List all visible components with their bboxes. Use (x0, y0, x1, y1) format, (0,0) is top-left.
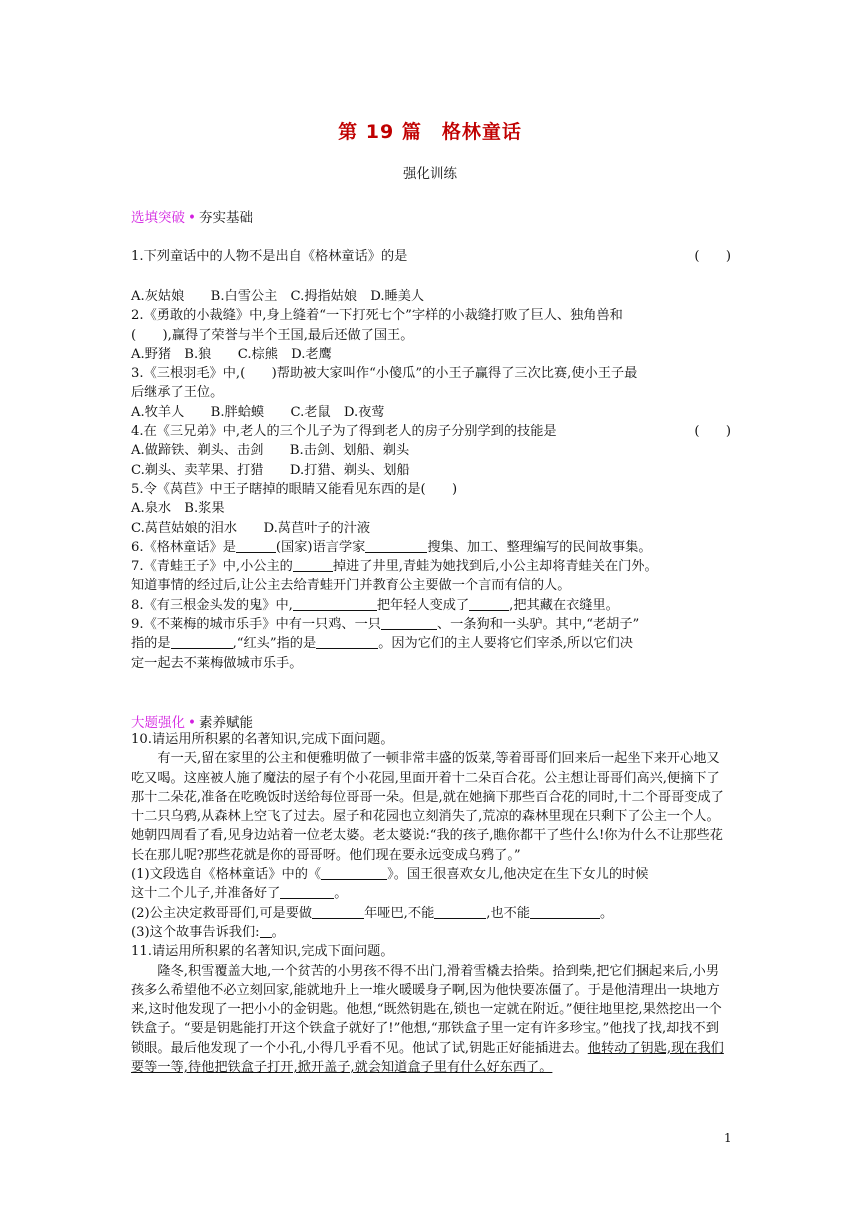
options-line: C.莴苣姑娘的泪水 D.莴苣叶子的汁液 (131, 520, 371, 536)
options-line: A.灰姑娘 B.白雪公主 C.拇指姑娘 D.睡美人 (131, 289, 425, 304)
section-label: 素养赋能 (198, 715, 253, 731)
answer-blank (365, 538, 427, 553)
answer-blank (434, 904, 486, 919)
page-subtitle: 强化训练 (403, 166, 457, 182)
questions-block (131, 287, 731, 673)
question-7: 7.《青蛙王子》中,小公主的 掉进了井里,青蛙为她找到后,小公主却将青蛙关在门外。 (131, 559, 658, 575)
question-text: 定一起去不莱梅做城市乐手。 (131, 655, 303, 671)
page-title: 第 19 篇 格林童话 (338, 121, 522, 143)
reading-block (131, 730, 731, 1077)
question-text: 1.下列童话中的人物不是出自《格林童话》的是 (131, 249, 408, 264)
section-dot: • (188, 210, 196, 226)
question-text: 10.请运用所积累的名著知识,完成下面问题。 (131, 732, 394, 747)
question-text: 5.令《莴苣》中王子瞎掉的眼睛又能看见东西的是( ) (131, 481, 458, 497)
options-line: A.泉水 B.浆果 (131, 501, 225, 517)
page-number: 1 (724, 1131, 732, 1145)
question-9-line2: 指的是 ,“红头”指的是 。因为它们的主人要将它们宰杀,所以它们决 (131, 636, 633, 652)
answer-blank (293, 557, 333, 572)
answer-blank (260, 923, 272, 938)
question-9: 9.《不莱梅的城市乐手》中有一只鸡、一只 、一条狗和一头驴。其中,“老胡子” (131, 617, 640, 633)
answer-paren: ( ) (694, 249, 731, 264)
question-6: 6.《格林童话》是 (国家)语言学家 搜集、加工、整理编写的民间故事集。 (131, 539, 652, 555)
answer-blank (316, 634, 378, 649)
subquestion-1: (1)文段选自《格林童话》中的《 》。国王很喜欢女儿,他决定在生下女儿的时候 (131, 867, 649, 883)
section-heading-2 (131, 711, 253, 731)
section-label: 夯实基础 (198, 210, 253, 226)
options-line: C.剃头、卖苹果、打猎 D.打猎、剃头、划船 (131, 462, 410, 478)
question-text: ( ),赢得了荣誉与半个王国,最后还做了国王。 (131, 327, 414, 343)
subquestion-1-line2: 这十二个儿子,并准备好了 。 (131, 886, 348, 902)
question-text: 后继承了王位。 (131, 385, 224, 401)
answer-blank (171, 634, 233, 649)
answer-blank (469, 596, 509, 611)
answer-blank (236, 538, 276, 553)
answer-blank (321, 865, 387, 880)
options-line: A.牧羊人 B.胖蛤蟆 C.老鼠 D.夜莺 (131, 404, 385, 420)
question-text: 知道事情的经过后,让公主去给青蛙开门并教育公主要做一个言而有信的人。 (131, 578, 571, 594)
section-dot: • (188, 715, 196, 731)
subquestion-3: (3)这个故事告诉我们: 。 (131, 924, 285, 940)
section-tag: 大题强化 (131, 715, 185, 731)
question-8: 8.《有三根金头发的鬼》中, 把年轻人变成了 ,把其藏在衣缝里。 (131, 597, 619, 613)
answer-blank (381, 615, 437, 630)
question-text: 2.《勇敢的小裁缝》中,身上缝着“一下打死七个”字样的小裁缝打败了巨人、独角兽和 (131, 308, 623, 324)
answer-blank (280, 884, 334, 899)
section-heading-1 (131, 206, 253, 226)
section-tag: 选填突破 (131, 210, 185, 226)
question-1 (131, 247, 731, 266)
options-line: A.野猪 B.狼 C.棕熊 D.老鹰 (131, 346, 332, 362)
question-text: 4.在《三兄弟》中,老人的三个儿子为了得到老人的房子分别学到的技能是 (131, 424, 557, 440)
answer-paren: ( ) (694, 424, 731, 440)
options-line: A.做蹄铁、剃头、击剑 B.击剑、划船、剃头 (131, 443, 410, 459)
passage-paragraph: 有一天,留在家里的公主和便雅明做了一顿非常丰盛的饭菜,等着哥哥们回来后一起坐下来开心地又吃又喝。这座被人施了魔法的屋子有个小花园,里面开着十二朵百合花。公主想让哥哥们高兴,便摘下了那十二朵花,准备在吃晚饭时送给每位哥哥一朵。但是,就在她摘下那些百合花的同时,十二个哥哥变成了十二只乌鸦,从森林上空飞了过去。屋子和花园也立刻消失了,荒凉的森林里现在只剩下了公主一个人。她朝四周看了看,见身边站着一位老太婆。老太婆说:“我的孩子,瞧你都干了些什么!你为什么不让那些花长在那儿呢?那些花就是你的哥哥呀。他们现在要永远变成乌鸦了。” (131, 751, 724, 863)
underlined-sentence: 他转动了钥匙,现在我们要等一等,待他把铁盒子打开,掀开盖子,就会知道盒子里有什么好东西了。 (131, 1040, 724, 1076)
passage-paragraph: 隆冬,积雪覆盖大地,一个贫苦的小男孩不得不出门,滑着雪橇去拾柴。拾到柴,把它们捆起来后,小男孩多么希望他不必立刻回家,能就地升上一堆火暖暖身子啊,因为他快要冻僵了。于是他清理出一块地方来,这时他发现了一把小小的金钥匙。他想,“既然钥匙在,锁也一定就在附近。”便往地里挖,果然挖出一个铁盒子。“要是钥匙能打开这个铁盒子就好了!”他想,“那铁盒子里一定有许多珍宝。”他找了找,却找不到锁眼。最后他发现了一个小孔,小得几乎看不见。他试了试,钥匙正好能插进去。他转动了钥匙,现在我们要等一等,待他把铁盒子打开,掀开盖子,就会知道盒子里有什么好东西了。 (131, 963, 724, 1076)
question-text: 3.《三根羽毛》中,( )帮助被大家叫作“小傻瓜”的小王子赢得了三次比赛,使小王子最 (131, 366, 638, 382)
answer-blank (293, 596, 377, 611)
answer-blank (312, 904, 364, 919)
answer-blank (530, 904, 600, 919)
subquestion-2: (2)公主决定救哥哥们,可是要做 年哑巴,不能 ,也不能 。 (131, 905, 614, 921)
question-text: 11.请运用所积累的名著知识,完成下面问题。 (131, 944, 394, 960)
